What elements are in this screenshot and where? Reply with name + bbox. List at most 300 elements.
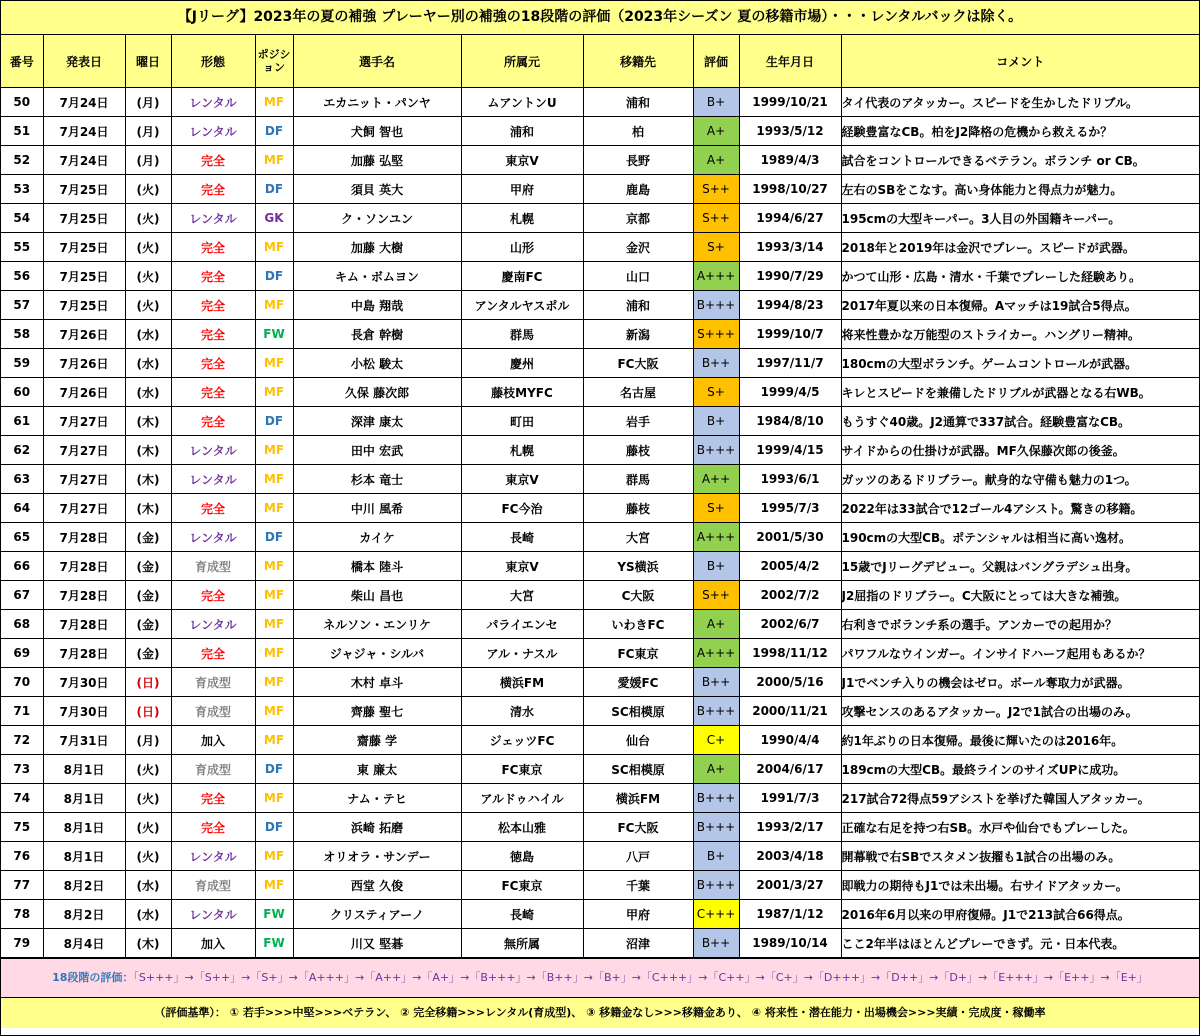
to-club: 山口 [583, 262, 693, 291]
position: MF [255, 668, 293, 697]
player-name: 橋本 陸斗 [293, 552, 461, 581]
from-club: 無所属 [461, 929, 583, 958]
grade-badge: B++ [693, 668, 739, 697]
weekday: (金) [125, 610, 171, 639]
grade-badge: S++ [693, 204, 739, 233]
announce-date: 7月24日 [43, 146, 125, 175]
weekday: (月) [125, 88, 171, 117]
position: GK [255, 204, 293, 233]
grade-badge: A+ [693, 117, 739, 146]
position: DF [255, 523, 293, 552]
table-row [1, 146, 1199, 175]
player-name: ク・ソンユン [293, 204, 461, 233]
grade-badge: A+++ [693, 639, 739, 668]
evaluation-criteria: （評価基準）： ① 若手>>>中堅>>>ベテラン、 ② 完全移籍>>>レンタル(育成型)、 ③ 移籍金なし>>>移籍金あり、 ④ 将来性・潜在能力・出場機会>>>実績・完成度・稼働率 [1, 998, 1199, 1028]
announce-date: 7月31日 [43, 726, 125, 755]
grade-badge: B+++ [693, 871, 739, 900]
transfer-table [1, 35, 1199, 958]
player-name: 長倉 幹樹 [293, 320, 461, 349]
grade-badge: A+++ [693, 262, 739, 291]
announce-date: 7月25日 [43, 204, 125, 233]
player-name: 中島 翔哉 [293, 291, 461, 320]
comment: J2屈指のドリブラー。C大阪にとっては大きな補強。 [841, 581, 1199, 610]
row-number: 67 [1, 581, 43, 610]
player-name: 杉本 竜士 [293, 465, 461, 494]
comment: 即戦力の期待もJ1では未出場。右サイドアタッカー。 [841, 871, 1199, 900]
birth-date: 2000/11/21 [739, 697, 841, 726]
transfer-form: 完全 [171, 813, 255, 842]
table-row [1, 436, 1199, 465]
row-number: 59 [1, 349, 43, 378]
from-club: 大宮 [461, 581, 583, 610]
row-number: 77 [1, 871, 43, 900]
to-club: FC大阪 [583, 813, 693, 842]
announce-date: 7月28日 [43, 523, 125, 552]
birth-date: 1990/7/29 [739, 262, 841, 291]
table-row [1, 871, 1199, 900]
weekday: (月) [125, 726, 171, 755]
weekday: (火) [125, 842, 171, 871]
birth-date: 1993/3/14 [739, 233, 841, 262]
birth-date: 2004/6/17 [739, 755, 841, 784]
weekday: (水) [125, 900, 171, 929]
table-row [1, 175, 1199, 204]
announce-date: 8月4日 [43, 929, 125, 958]
comment: 195cmの大型キーパー。3人目の外国籍キーパー。 [841, 204, 1199, 233]
to-club: FC東京 [583, 639, 693, 668]
weekday: (金) [125, 552, 171, 581]
player-name: 須貝 英大 [293, 175, 461, 204]
from-club: 甲府 [461, 175, 583, 204]
from-club: 町田 [461, 407, 583, 436]
to-club: SC相模原 [583, 697, 693, 726]
position: MF [255, 842, 293, 871]
row-number: 60 [1, 378, 43, 407]
header-date: 発表日 [43, 35, 125, 88]
position: MF [255, 697, 293, 726]
header-from: 所属元 [461, 35, 583, 88]
table-row [1, 523, 1199, 552]
birth-date: 1989/4/3 [739, 146, 841, 175]
header-birth: 生年月日 [739, 35, 841, 88]
weekday: (火) [125, 175, 171, 204]
to-club: いわきFC [583, 610, 693, 639]
to-club: 浦和 [583, 291, 693, 320]
weekday: (水) [125, 378, 171, 407]
table-row [1, 88, 1199, 117]
row-number: 63 [1, 465, 43, 494]
from-club: ムアントンU [461, 88, 583, 117]
birth-date: 2002/7/2 [739, 581, 841, 610]
position: DF [255, 262, 293, 291]
from-club: パライエンセ [461, 610, 583, 639]
table-row [1, 378, 1199, 407]
table-row [1, 784, 1199, 813]
position: FW [255, 900, 293, 929]
transfer-form: 完全 [171, 175, 255, 204]
weekday: (木) [125, 494, 171, 523]
row-number: 51 [1, 117, 43, 146]
birth-date: 1995/7/3 [739, 494, 841, 523]
comment: 試合をコントロールできるベテラン。ボランチ or CB。 [841, 146, 1199, 175]
player-name: 犬飼 智也 [293, 117, 461, 146]
row-number: 52 [1, 146, 43, 175]
from-club: 松本山雅 [461, 813, 583, 842]
birth-date: 2001/3/27 [739, 871, 841, 900]
transfer-form: レンタル [171, 523, 255, 552]
from-club: 藤枝MYFC [461, 378, 583, 407]
table-row [1, 813, 1199, 842]
transfer-form: 完全 [171, 639, 255, 668]
transfer-form: レンタル [171, 436, 255, 465]
weekday: (木) [125, 436, 171, 465]
from-club: 札幌 [461, 436, 583, 465]
player-name: オリオラ・サンデー [293, 842, 461, 871]
grade-badge: A+ [693, 146, 739, 175]
row-number: 74 [1, 784, 43, 813]
position: MF [255, 610, 293, 639]
table-row [1, 610, 1199, 639]
birth-date: 1998/11/12 [739, 639, 841, 668]
position: FW [255, 320, 293, 349]
position: DF [255, 117, 293, 146]
header-row [1, 35, 1199, 88]
row-number: 57 [1, 291, 43, 320]
weekday: (木) [125, 465, 171, 494]
from-club: 徳島 [461, 842, 583, 871]
player-name: ジャジャ・シルバ [293, 639, 461, 668]
to-club: 愛媛FC [583, 668, 693, 697]
transfer-form: 完全 [171, 378, 255, 407]
birth-date: 1997/11/7 [739, 349, 841, 378]
birth-date: 2000/5/16 [739, 668, 841, 697]
position: MF [255, 581, 293, 610]
grade-scale [1, 958, 1199, 998]
to-club: SC相模原 [583, 755, 693, 784]
weekday: (火) [125, 813, 171, 842]
table-row [1, 842, 1199, 871]
birth-date: 1984/8/10 [739, 407, 841, 436]
row-number: 53 [1, 175, 43, 204]
to-club: 藤枝 [583, 436, 693, 465]
from-club: アル・ナスル [461, 639, 583, 668]
announce-date: 7月26日 [43, 320, 125, 349]
announce-date: 7月27日 [43, 494, 125, 523]
grade-badge: A+ [693, 755, 739, 784]
transfer-form: 完全 [171, 233, 255, 262]
birth-date: 1989/10/14 [739, 929, 841, 958]
position: DF [255, 175, 293, 204]
from-club: ジェッツFC [461, 726, 583, 755]
to-club: FC大阪 [583, 349, 693, 378]
table-row [1, 320, 1199, 349]
comment: 右利きでボランチ系の選手。アンカーでの起用か？ [841, 610, 1199, 639]
row-number: 62 [1, 436, 43, 465]
to-club: 八戸 [583, 842, 693, 871]
announce-date: 8月1日 [43, 813, 125, 842]
weekday: (火) [125, 262, 171, 291]
announce-date: 7月26日 [43, 349, 125, 378]
table-row [1, 233, 1199, 262]
announce-date: 7月25日 [43, 175, 125, 204]
weekday: (水) [125, 349, 171, 378]
from-club: 清水 [461, 697, 583, 726]
birth-date: 1999/4/15 [739, 436, 841, 465]
transfer-form: 完全 [171, 262, 255, 291]
table-row [1, 639, 1199, 668]
comment: もうすぐ40歳。J2通算で337試合。経験豊富なCB。 [841, 407, 1199, 436]
grade-badge: B+ [693, 88, 739, 117]
table-row [1, 581, 1199, 610]
comment: 180cmの大型ボランチ。ゲームコントロールが武器。 [841, 349, 1199, 378]
weekday: (水) [125, 320, 171, 349]
announce-date: 7月24日 [43, 117, 125, 146]
to-club: 長野 [583, 146, 693, 175]
position: MF [255, 349, 293, 378]
row-number: 56 [1, 262, 43, 291]
row-number: 65 [1, 523, 43, 552]
weekday: (金) [125, 523, 171, 552]
position: MF [255, 552, 293, 581]
weekday: (日) [125, 697, 171, 726]
player-name: ナム・テヒ [293, 784, 461, 813]
from-club: 長崎 [461, 900, 583, 929]
header-no: 番号 [1, 35, 43, 88]
comment: 約1年ぶりの日本復帰。最後に輝いたのは2016年。 [841, 726, 1199, 755]
to-club: 群馬 [583, 465, 693, 494]
transfer-form: 完全 [171, 784, 255, 813]
birth-date: 1999/10/7 [739, 320, 841, 349]
birth-date: 1993/6/1 [739, 465, 841, 494]
player-name: クリスティアーノ [293, 900, 461, 929]
transfer-form: 完全 [171, 320, 255, 349]
transfer-form: 育成型 [171, 871, 255, 900]
row-number: 79 [1, 929, 43, 958]
transfer-form: 完全 [171, 407, 255, 436]
birth-date: 2005/4/2 [739, 552, 841, 581]
announce-date: 7月26日 [43, 378, 125, 407]
position: MF [255, 871, 293, 900]
announce-date: 7月27日 [43, 407, 125, 436]
player-name: 浜崎 拓磨 [293, 813, 461, 842]
grade-badge: S+++ [693, 320, 739, 349]
from-club: 慶州 [461, 349, 583, 378]
weekday: (火) [125, 233, 171, 262]
announce-date: 8月2日 [43, 900, 125, 929]
transfer-form: 完全 [171, 494, 255, 523]
transfer-form: 育成型 [171, 552, 255, 581]
position: MF [255, 639, 293, 668]
table-row [1, 262, 1199, 291]
to-club: 浦和 [583, 88, 693, 117]
row-number: 76 [1, 842, 43, 871]
announce-date: 7月25日 [43, 291, 125, 320]
to-club: 横浜FM [583, 784, 693, 813]
announce-date: 8月2日 [43, 871, 125, 900]
table-row [1, 929, 1199, 958]
to-club: 大宮 [583, 523, 693, 552]
comment: 2022年は33試合で12ゴール4アシスト。驚きの移籍。 [841, 494, 1199, 523]
row-number: 55 [1, 233, 43, 262]
comment: J1でベンチ入りの機会はゼロ。ボール奪取力が武器。 [841, 668, 1199, 697]
from-club: FC今治 [461, 494, 583, 523]
from-club: 横浜FM [461, 668, 583, 697]
birth-date: 1994/6/27 [739, 204, 841, 233]
row-number: 72 [1, 726, 43, 755]
to-club: 沼津 [583, 929, 693, 958]
birth-date: 1990/4/4 [739, 726, 841, 755]
row-number: 66 [1, 552, 43, 581]
grade-badge: B+++ [693, 436, 739, 465]
player-name: 田中 宏武 [293, 436, 461, 465]
row-number: 68 [1, 610, 43, 639]
row-number: 50 [1, 88, 43, 117]
birth-date: 2003/4/18 [739, 842, 841, 871]
comment: 2018年と2019年は金沢でプレー。スピードが武器。 [841, 233, 1199, 262]
table-row [1, 726, 1199, 755]
grade-badge: S+ [693, 494, 739, 523]
weekday: (月) [125, 146, 171, 175]
row-number: 58 [1, 320, 43, 349]
grade-badge: B+ [693, 407, 739, 436]
announce-date: 8月1日 [43, 842, 125, 871]
birth-date: 1999/4/5 [739, 378, 841, 407]
table-row [1, 755, 1199, 784]
sheet-title: 【Jリーグ】2023年の夏の補強 プレーヤー別の補強の18段階の評価（2023年シーズン 夏の移籍市場）・・・レンタルバックは除く。 [1, 1, 1199, 35]
table-row [1, 117, 1199, 146]
table-row [1, 291, 1199, 320]
transfer-form: 育成型 [171, 755, 255, 784]
birth-date: 1999/10/21 [739, 88, 841, 117]
row-number: 75 [1, 813, 43, 842]
announce-date: 7月25日 [43, 233, 125, 262]
from-club: 慶南FC [461, 262, 583, 291]
to-club: 千葉 [583, 871, 693, 900]
from-club: 長崎 [461, 523, 583, 552]
from-club: 東京V [461, 146, 583, 175]
weekday: (金) [125, 639, 171, 668]
table-row [1, 494, 1199, 523]
birth-date: 1998/10/27 [739, 175, 841, 204]
table-row [1, 349, 1199, 378]
from-club: FC東京 [461, 871, 583, 900]
position: DF [255, 407, 293, 436]
transfer-form: レンタル [171, 900, 255, 929]
announce-date: 7月28日 [43, 610, 125, 639]
player-name: 川又 堅碁 [293, 929, 461, 958]
comment: 15歳でJリーグデビュー。父親はバングラデシュ出身。 [841, 552, 1199, 581]
birth-date: 1993/2/17 [739, 813, 841, 842]
position: MF [255, 784, 293, 813]
player-name: 加藤 弘堅 [293, 146, 461, 175]
comment: 190cmの大型CB。ポテンシャルは相当に高い逸材。 [841, 523, 1199, 552]
announce-date: 7月27日 [43, 465, 125, 494]
transfer-form: 育成型 [171, 697, 255, 726]
grade-scale-label: 18段階の評価： [52, 971, 134, 984]
row-number: 78 [1, 900, 43, 929]
transfer-form: 加入 [171, 726, 255, 755]
comment: かつて山形・広島・清水・千葉でプレーした経験あり。 [841, 262, 1199, 291]
transfer-form: レンタル [171, 204, 255, 233]
player-name: 深津 康太 [293, 407, 461, 436]
to-club: 岩手 [583, 407, 693, 436]
position: MF [255, 436, 293, 465]
to-club: 鹿島 [583, 175, 693, 204]
player-name: 中川 風希 [293, 494, 461, 523]
from-club: 群馬 [461, 320, 583, 349]
row-number: 73 [1, 755, 43, 784]
birth-date: 2001/5/30 [739, 523, 841, 552]
comment: タイ代表のアタッカー。スピードを生かしたドリブル。 [841, 88, 1199, 117]
from-club: 山形 [461, 233, 583, 262]
transfer-form: レンタル [171, 842, 255, 871]
transfer-form: 完全 [171, 146, 255, 175]
comment: 2016年6月以来の甲府復帰。J1で213試合66得点。 [841, 900, 1199, 929]
comment: パワフルなウインガー。インサイドハーフ起用もあるか？ [841, 639, 1199, 668]
transfer-form: 完全 [171, 349, 255, 378]
grade-badge: B+ [693, 842, 739, 871]
transfer-form: 完全 [171, 291, 255, 320]
announce-date: 7月25日 [43, 262, 125, 291]
position: MF [255, 291, 293, 320]
transfer-form: 完全 [171, 581, 255, 610]
table-row [1, 668, 1199, 697]
to-club: C大阪 [583, 581, 693, 610]
player-name: 木村 卓斗 [293, 668, 461, 697]
position: MF [255, 494, 293, 523]
comment: 2017年夏以来の日本復帰。Aマッチは19試合5得点。 [841, 291, 1199, 320]
comment: 経験豊富なCB。柏をJ2降格の危機から救えるか？ [841, 117, 1199, 146]
weekday: (木) [125, 407, 171, 436]
to-club: 京都 [583, 204, 693, 233]
header-grade: 評価 [693, 35, 739, 88]
grade-badge: B+ [693, 552, 739, 581]
to-club: 藤枝 [583, 494, 693, 523]
header-player: 選手名 [293, 35, 461, 88]
comment: 将来性豊かな万能型のストライカー。ハングリー精神。 [841, 320, 1199, 349]
weekday: (火) [125, 204, 171, 233]
comment: 217試合72得点59アシストを挙げた韓国人アタッカー。 [841, 784, 1199, 813]
row-number: 69 [1, 639, 43, 668]
player-name: カイケ [293, 523, 461, 552]
row-number: 71 [1, 697, 43, 726]
grade-scale-sequence: 「S+++」→「S++」→「S+」→「A+++」→「A++」→「A+」→「B+++」→「B++」→「B+」→「C+++」→「C++」→「C+」→「D+++」→「D++」→「D+」→「E+++」→「E++」→「E+」 [133, 971, 1148, 984]
header-to: 移籍先 [583, 35, 693, 88]
grade-badge: A+ [693, 610, 739, 639]
transfer-form: 育成型 [171, 668, 255, 697]
player-name: 久保 藤次郎 [293, 378, 461, 407]
grade-badge: A+++ [693, 523, 739, 552]
grade-badge: B+++ [693, 291, 739, 320]
comment: 左右のSBをこなす。高い身体能力と得点力が魅力。 [841, 175, 1199, 204]
comment: ガッツのあるドリブラー。献身的な守備も魅力の1つ。 [841, 465, 1199, 494]
grade-badge: B+++ [693, 697, 739, 726]
player-name: 齊藤 聖七 [293, 697, 461, 726]
announce-date: 7月30日 [43, 668, 125, 697]
row-number: 64 [1, 494, 43, 523]
announce-date: 7月27日 [43, 436, 125, 465]
birth-date: 1994/8/23 [739, 291, 841, 320]
position: MF [255, 146, 293, 175]
weekday: (月) [125, 117, 171, 146]
to-club: 金沢 [583, 233, 693, 262]
grade-badge: B++ [693, 349, 739, 378]
to-club: 仙台 [583, 726, 693, 755]
weekday: (金) [125, 581, 171, 610]
transfer-form: レンタル [171, 117, 255, 146]
transfer-form: レンタル [171, 88, 255, 117]
position: MF [255, 465, 293, 494]
